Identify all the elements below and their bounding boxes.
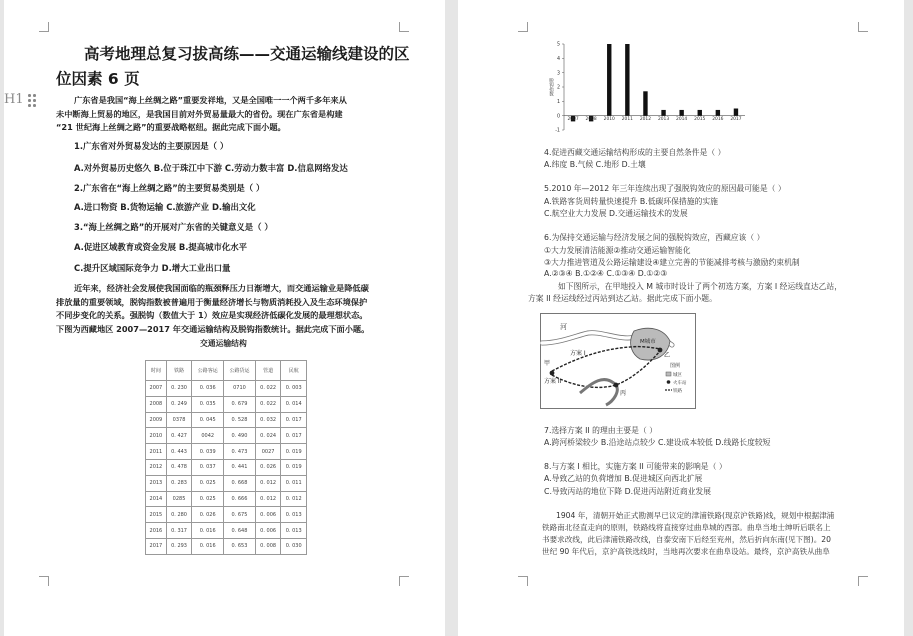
text-line: “21 世纪海上丝绸之路”的重要战略枢纽。据此完成下面小题。 xyxy=(56,122,286,132)
table-cell: 0378 xyxy=(166,412,192,428)
label-bing: 丙 xyxy=(620,390,627,397)
table-cell: 0. 025 xyxy=(192,475,224,491)
table-cell: 0. 017 xyxy=(281,412,307,428)
transport-structure-table xyxy=(145,360,307,555)
text-line: 广东省是我国“海上丝绸之路”重要发祥地，又是全国唯一一个两千多年来从 xyxy=(74,95,347,105)
table-cell: 0. 003 xyxy=(281,381,307,397)
table-cell: 0. 490 xyxy=(224,428,256,444)
table-cell: 0. 473 xyxy=(224,444,256,460)
intro-paragraph-1 xyxy=(56,94,396,135)
legend-station-icon xyxy=(667,380,671,384)
crop-mark xyxy=(518,22,528,32)
chart-bar xyxy=(698,110,702,116)
table-cell: 0. 653 xyxy=(224,538,256,554)
table-cell: 2014 xyxy=(146,491,167,507)
table-cell: 2012 xyxy=(146,459,167,475)
table-cell: 0. 012 xyxy=(255,491,281,507)
chart-x-tick-label: 2012 xyxy=(639,117,652,123)
table-cell: 0. 230 xyxy=(166,381,192,397)
table-header-cell: 管道 xyxy=(255,361,281,381)
intro-paragraph-3-line1: 如下图所示，在甲地投入 M 城市时设计了两个初选方案，方案 I 经运线直达乙站， xyxy=(558,282,843,291)
heading-marker-icon[interactable]: H1 xyxy=(4,92,24,107)
text-line: 不同步变化的关系。强脱钩（数值大于 1）效应是实现经济低碳化发展的最理想状态。 xyxy=(56,310,368,320)
question-7: 7.选择方案 II 的理由主要是（ ） xyxy=(544,426,658,435)
chart-y-tick-label: 3 xyxy=(556,71,560,77)
crop-mark xyxy=(858,22,868,32)
question-6-line-2: ③大力推进管道及公路运输建设④建立完善的节能减排考核与激励约束机制 xyxy=(544,258,800,267)
text-line: 1904 年，清朝开始正式勘测早已议定的津浦铁路(现京沪铁路)线，规划中根据津浦 xyxy=(556,511,835,520)
table-cell: 0. 022 xyxy=(255,396,281,412)
table-header-row xyxy=(146,361,307,381)
table-row xyxy=(146,507,307,523)
table-row xyxy=(146,381,307,397)
question-8: 8.与方案 I 相比，实施方案 II 可能带来的影响是（ ） xyxy=(544,462,727,471)
table-cell: 0. 016 xyxy=(192,538,224,554)
table-cell: 2016 xyxy=(146,523,167,539)
crop-mark xyxy=(518,576,528,586)
crop-mark xyxy=(39,22,49,32)
station-jia-icon xyxy=(550,371,555,376)
document-title-line2: 位因素 6 页 xyxy=(56,70,140,88)
table-header-cell: 铁路 xyxy=(166,361,192,381)
chart-x-tick-label: 2007 xyxy=(567,117,579,123)
document-title-line1: 高考地理总复习拔高练——交通运输线建设的区 xyxy=(84,45,410,63)
table-cell: 0. 045 xyxy=(192,412,224,428)
question-7-options: A.跨河桥梁较少 B.沿途站点较少 C.建设成本较低 D.线路长度较短 xyxy=(544,438,771,447)
final-paragraph xyxy=(542,510,864,558)
table-cell: 0. 014 xyxy=(281,396,307,412)
table-cell: 0. 019 xyxy=(281,459,307,475)
label-river: 河 xyxy=(560,323,567,331)
document-page-right xyxy=(458,0,904,636)
table-cell: 0710 xyxy=(224,381,256,397)
legend-rail: 铁路 xyxy=(673,389,682,394)
table-cell: 0. 011 xyxy=(281,475,307,491)
chart-x-tick-label: 2008 xyxy=(585,117,597,123)
table-cell: 0. 024 xyxy=(255,428,281,444)
chart-y-tick-label: 1 xyxy=(556,99,560,105)
legend-city-swatch xyxy=(666,372,671,376)
question-8-options-2: C.导致丙站的地位下降 D.促进丙站附近商业发展 xyxy=(544,487,712,496)
table-cell: 0. 017 xyxy=(281,428,307,444)
table-cell: 2015 xyxy=(146,507,167,523)
chart-y-tick-label: 5 xyxy=(556,42,560,48)
question-5-options-2: C.航空业大力发展 D.交通运输技术的发展 xyxy=(544,209,688,218)
question-1: 1.广东省对外贸易发达的主要原因是（ ） xyxy=(74,141,229,151)
table-cell: 0. 666 xyxy=(224,491,256,507)
question-2: 2.广东省在“海上丝绸之路”的主要贸易类别是（ ） xyxy=(74,183,265,193)
table-header-cell: 公路货运 xyxy=(224,361,256,381)
chart-bar xyxy=(679,110,683,116)
label-city: M城市 xyxy=(640,339,656,345)
table-row xyxy=(146,396,307,412)
crop-mark xyxy=(39,576,49,586)
text-line: 世纪 90 年代后，京沪高铁选线时，当地再次要求在曲阜设站。最终，京沪高铁从曲阜 xyxy=(542,547,830,556)
chart-x-tick-label: 2011 xyxy=(621,117,633,123)
table-cell: 0. 528 xyxy=(224,412,256,428)
chart-bar xyxy=(661,110,665,116)
chart-x-tick-label: 2016 xyxy=(712,117,724,123)
station-yi-icon xyxy=(658,348,663,353)
chart-bar xyxy=(734,109,738,116)
chart-y-tick-label: 2 xyxy=(556,85,560,91)
table-cell: 2009 xyxy=(146,412,167,428)
table-cell: 2008 xyxy=(146,396,167,412)
table-cell: 0. 280 xyxy=(166,507,192,523)
chart-y-tick-label: -1 xyxy=(555,128,560,134)
table-cell: 0. 443 xyxy=(166,444,192,460)
table-cell: 0. 026 xyxy=(255,459,281,475)
table-cell: 2013 xyxy=(146,475,167,491)
intro-paragraph-3-line2: 方案 II 经运线经过丙站到达乙站。据此完成下面小题。 xyxy=(528,294,717,303)
crop-mark xyxy=(399,22,409,32)
chart-x-tick-label: 2014 xyxy=(676,117,688,123)
table-cell: 2007 xyxy=(146,381,167,397)
table-cell: 0027 xyxy=(255,444,281,460)
chart-x-tick-label: 2010 xyxy=(603,117,615,123)
drag-handle-icon[interactable] xyxy=(28,94,38,108)
table-row xyxy=(146,475,307,491)
chart-y-tick-label: 4 xyxy=(556,56,560,62)
text-line: 近年来，经济社会发展使我国面临的瓶颈释压力日渐增大，而交通运输业是降低碳 xyxy=(74,283,369,293)
table-row xyxy=(146,428,307,444)
table-cell: 0. 012 xyxy=(255,475,281,491)
text-line: 铁路南北径直走向的原则，铁路线将直接穿过曲阜城的西部。曲阜当地士绅听后联名上 xyxy=(542,523,831,532)
table-cell: 0285 xyxy=(166,491,192,507)
table-cell: 0. 675 xyxy=(224,507,256,523)
chart-x-tick-label: 2015 xyxy=(694,117,706,123)
table-cell: 0. 249 xyxy=(166,396,192,412)
table-header-cell: 民航 xyxy=(281,361,307,381)
table-cell: 0. 036 xyxy=(192,381,224,397)
table-cell: 0. 037 xyxy=(192,459,224,475)
table-header-cell: 时间 xyxy=(146,361,167,381)
question-3-options-1: A.促进区域教育或资金发展 B.提高城市化水平 xyxy=(74,242,248,252)
chart-bar xyxy=(607,44,611,116)
question-4-options: A.纬度 B.气候 C.地形 D.土壤 xyxy=(544,160,646,169)
table-cell: 0. 293 xyxy=(166,538,192,554)
text-line: 书要求改线，此后津浦铁路改线，自泰安南下后经至兖州，然后折向东南(见下图)。20 xyxy=(542,535,831,544)
table-row xyxy=(146,444,307,460)
table-cell: 0. 648 xyxy=(224,523,256,539)
table-cell: 2011 xyxy=(146,444,167,460)
crop-mark xyxy=(399,576,409,586)
table-cell: 0. 008 xyxy=(255,538,281,554)
question-4: 4.促进西藏交通运输结构形成的主要自然条件是（ ） xyxy=(544,148,726,157)
table-cell: 0. 026 xyxy=(192,507,224,523)
chart-x-tick-label: 2013 xyxy=(657,117,670,123)
table-cell: 0042 xyxy=(192,428,224,444)
intro-paragraph-2 xyxy=(56,282,396,336)
table-cell: 0. 022 xyxy=(255,381,281,397)
table-row xyxy=(146,538,307,554)
question-5-options-1: A.铁路客货周转量快速提升 B.低碳环保措施的实施 xyxy=(544,197,718,206)
table-cell: 0. 013 xyxy=(281,523,307,539)
table-cell: 0. 039 xyxy=(192,444,224,460)
table-cell: 0. 012 xyxy=(281,491,307,507)
chart-ylabel: 脱钩指数 xyxy=(548,78,554,96)
table-cell: 0. 035 xyxy=(192,396,224,412)
table-cell: 0. 025 xyxy=(192,491,224,507)
question-3: 3.“海上丝绸之路”的开展对广东省的关键意义是（ ） xyxy=(74,222,273,232)
table-caption: 交通运输结构 xyxy=(200,339,247,348)
table-cell: 0. 668 xyxy=(224,475,256,491)
chart-bar xyxy=(716,110,720,116)
text-line: 下图为西藏地区 2007—2017 年交通运输结构及脱钩指数统计。据此完成下面小题。 xyxy=(56,323,370,334)
railway-route-map xyxy=(540,313,696,409)
chart-bar xyxy=(625,44,629,116)
chart-svg xyxy=(540,38,750,138)
question-6-line-1: ①大力发展清洁能源②推动交通运输智能化 xyxy=(544,246,691,255)
station-bing-icon xyxy=(614,383,619,388)
table-row xyxy=(146,459,307,475)
table-cell: 0. 016 xyxy=(192,523,224,539)
label-scheme-2: 方案 II xyxy=(544,378,562,385)
text-line: 未中断海上贸易的地区，是我国目前对外贸易量最大的省份。现在广东省是构建 xyxy=(56,108,343,119)
table-cell: 0. 283 xyxy=(166,475,192,491)
chart-x-tick-label: 2017 xyxy=(730,117,742,123)
table-cell: 0. 032 xyxy=(255,412,281,428)
decoupling-index-chart xyxy=(540,38,750,138)
table-cell: 0. 019 xyxy=(281,444,307,460)
question-6: 6.为保持交通运输与经济发展之间的强脱钩效应，西藏应该（ ） xyxy=(544,233,765,242)
table-row xyxy=(146,412,307,428)
legend-station: 火车站 xyxy=(673,381,687,386)
question-1-options: A.对外贸易历史悠久 B.位于珠江中下游 C.劳动力数丰富 D.信息网络发达 xyxy=(74,163,348,173)
table-cell: 0. 013 xyxy=(281,507,307,523)
table-header-cell: 公路客运 xyxy=(192,361,224,381)
table-cell: 0. 441 xyxy=(224,459,256,475)
table-cell: 2017 xyxy=(146,538,167,554)
table-cell: 0. 030 xyxy=(281,538,307,554)
question-5: 5.2010 年—2012 年三年连续出现了强脱钩效应的原因最可能是（ ） xyxy=(544,184,786,193)
table-row xyxy=(146,523,307,539)
chart-bar xyxy=(643,91,647,115)
legend-city: 城区 xyxy=(673,373,682,378)
document-page-left xyxy=(4,0,445,636)
table-cell: 2010 xyxy=(146,428,167,444)
table-cell: 0. 006 xyxy=(255,507,281,523)
question-6-options: A.②③④ B.①②④ C.①③④ D.①②③ xyxy=(544,269,668,278)
question-3-options-2: C.提升区域国际竞争力 D.增大工业出口量 xyxy=(74,263,231,273)
table-cell: 0. 317 xyxy=(166,523,192,539)
crop-mark xyxy=(858,576,868,586)
table-cell: 0. 679 xyxy=(224,396,256,412)
table-row xyxy=(146,491,307,507)
table-cell: 0. 006 xyxy=(255,523,281,539)
label-jia: 甲 xyxy=(544,360,551,367)
label-scheme-1: 方案 I xyxy=(570,350,586,357)
label-yi: 乙 xyxy=(664,352,671,359)
text-line: 排放量的重要领域，脱钩指数被普遍用于衡量经济增长与物质消耗投入及生态环境保护 xyxy=(56,296,368,307)
chart-y-tick-label: 0 xyxy=(556,114,560,120)
question-2-options: A.进口物资 B.货物运输 C.旅游产业 D.输出文化 xyxy=(74,202,256,212)
question-8-options-1: A.导致乙站的负荷增加 B.促进城区向西北扩展 xyxy=(544,474,703,483)
table-cell: 0. 427 xyxy=(166,428,192,444)
legend-title: 图例 xyxy=(670,363,681,369)
table-cell: 0. 478 xyxy=(166,459,192,475)
